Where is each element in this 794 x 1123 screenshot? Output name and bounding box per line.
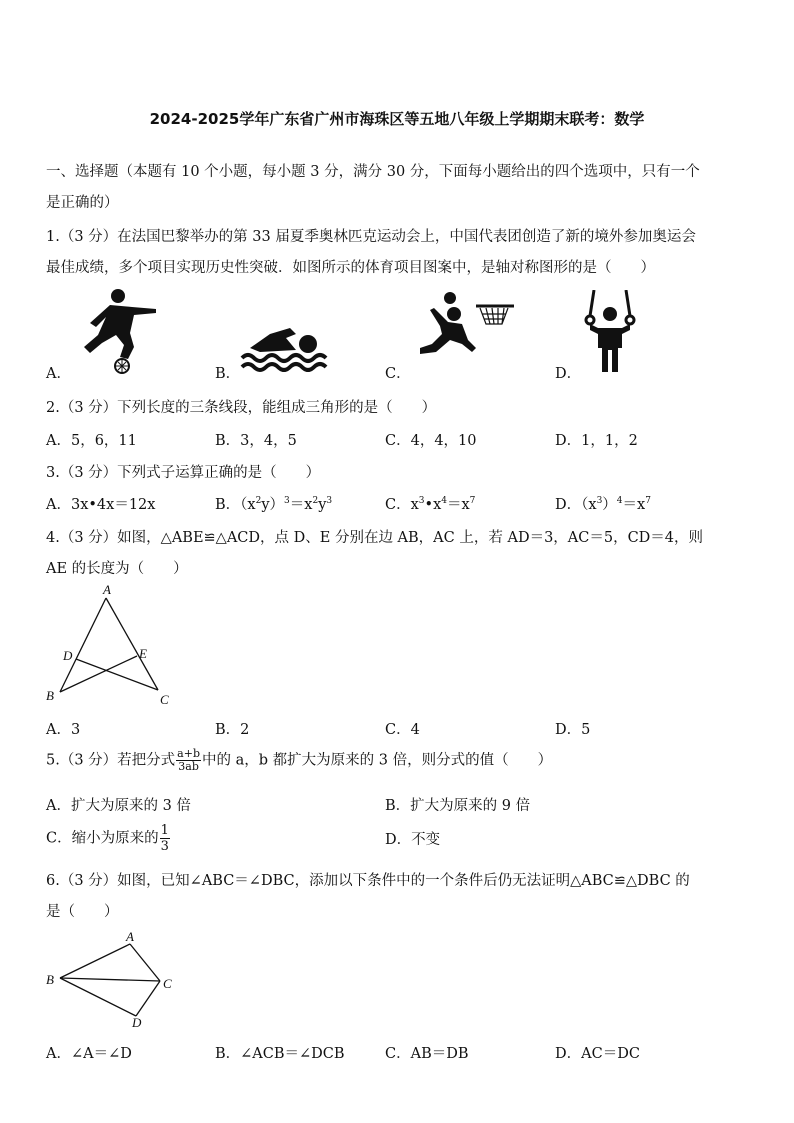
page-title: 2024-2025学年广东省广州市海珠区等五地八年级上学期期末联考：数学: [149, 110, 645, 128]
soccer-player-icon: [72, 287, 162, 377]
q3-d-post: ＝x: [622, 497, 646, 513]
q4-label-e: E: [139, 646, 147, 661]
q3-b-mid3: y: [318, 497, 327, 513]
q3-d-mid: ）: [602, 497, 617, 513]
q3-option-b: [215, 493, 332, 514]
q1-stem-line1: 1.（3 分）在法国巴黎举办的第 33 届夏季奥林匹克运动会上，中国代表团创造了新的境外参加奥运会: [46, 229, 696, 245]
q2-option-b: B．3，4，5: [215, 433, 297, 449]
q5-option-d: D．不变: [385, 832, 441, 848]
q5-option-c: [46, 823, 171, 854]
q2-option-c: C．4，4，10: [385, 433, 477, 449]
q3-c-exp-7: 7: [469, 496, 476, 507]
q3-b-exp-2: 2: [255, 496, 262, 507]
q6-stem-line2: 是（ ）: [46, 904, 119, 920]
q5-option-a: A．扩大为原来的 3 倍: [46, 798, 191, 814]
rings-gymnast-icon: [580, 290, 640, 374]
q3-option-c: [385, 493, 475, 514]
q2-stem: 2.（3 分）下列长度的三条线段，能组成三角形的是（ ）: [46, 400, 437, 416]
q6-option-a: A．∠A＝∠D: [46, 1046, 132, 1062]
q3-d-exp-4: 4: [616, 496, 623, 507]
q3-b-mid1: y）: [261, 497, 285, 513]
q1-option-d: D．: [555, 366, 582, 382]
q5-option-c-pre: C．缩小为原来的: [46, 830, 159, 847]
basketball-player-icon: [410, 290, 520, 368]
q4-label-d: D: [63, 648, 73, 663]
q6-stem-line1: 6.（3 分）如图，已知∠ABC＝∠DBC，添加以下条件中的一个条件后仍无法证明△ABC≌△DBC 的: [46, 873, 690, 889]
q3-option-a: A．3x•4x＝12x: [46, 497, 156, 513]
q1-stem-line2: 最佳成绩，多个项目实现历史性突破．如图所示的体育项目图案中，是轴对称图形的是（ ）: [46, 260, 655, 276]
q4-option-d: D．5: [555, 722, 591, 738]
q4-label-c: C: [160, 692, 169, 707]
q3-c-post: ＝x: [446, 497, 470, 513]
q4-label-b: B: [46, 688, 54, 703]
q5-option-c-fraction: [160, 823, 170, 854]
q6-label-b: B: [46, 972, 54, 987]
swimmer-icon: [240, 320, 330, 372]
q3-b-pre: B．（x: [215, 497, 256, 513]
q3-b-exp-3b: 3: [326, 496, 333, 507]
q1-option-b: B．: [215, 366, 241, 382]
q3-option-d: [555, 493, 651, 514]
q6-option-b: B．∠ACB＝∠DCB: [215, 1046, 345, 1062]
q3-c-exp-3: 3: [418, 496, 425, 507]
q4-stem-line1: 4.（3 分）如图，△ABE≌△ACD，点 D、E 分别在边 AB，AC 上，若 AD＝3，AC＝5，CD＝4，则: [46, 530, 704, 546]
q4-label-a: A: [103, 582, 111, 597]
q3-d-exp-7: 7: [645, 496, 651, 507]
section-instructions-line2: 是正确的）: [46, 195, 119, 211]
q4-triangle-figure: [40, 582, 180, 710]
q3-stem: 3.（3 分）下列式子运算正确的是（ ）: [46, 465, 321, 481]
q5-stem-post: 中的 a，b 都扩大为原来的 3 倍，则分式的值（ ）: [202, 752, 553, 769]
q3-c-exp-4: 4: [441, 496, 447, 507]
section-instructions-line1: 一、选择题（本题有 10 个小题，每小题 3 分，满分 30 分，下面每小题给出的四个选项中，只有一个: [46, 164, 700, 180]
q3-d-pre: D．（x: [555, 497, 597, 513]
q3-c-mid: •x: [424, 497, 442, 513]
q3-b-mid2: ＝x: [289, 497, 313, 513]
q3-b-exp-2b: 2: [312, 496, 319, 507]
q6-label-d: D: [132, 1015, 142, 1030]
q5-fraction: [176, 748, 201, 773]
q5-c-den: 3: [160, 839, 169, 854]
q4-stem-line2: AE 的长度为（ ）: [46, 561, 188, 577]
q5-option-b: B．扩大为原来的 9 倍: [385, 798, 531, 814]
q4-option-b: B．2: [215, 722, 250, 738]
q6-label-c: C: [163, 976, 172, 991]
q6-label-a: A: [126, 929, 134, 944]
q2-option-d: D．1，1，2: [555, 433, 638, 449]
q1-option-c: C．: [385, 366, 411, 382]
q3-c-pre: C．x: [385, 497, 419, 513]
q6-option-d: D．AC＝DC: [555, 1046, 640, 1062]
q4-option-c: C．4: [385, 722, 420, 738]
q2-option-a: A．5，6，11: [46, 433, 137, 449]
q5-stem: [46, 748, 552, 773]
q3-d-exp-3: 3: [596, 496, 603, 507]
q3-b-exp-3: 3: [284, 496, 290, 507]
q1-option-a: A．: [46, 366, 71, 382]
q4-option-a: A．3: [46, 722, 81, 738]
q5-stem-pre: 5.（3 分）若把分式: [46, 752, 176, 769]
q5-frac-den: 3ab: [178, 760, 199, 773]
q5-frac-num: a+b: [177, 747, 200, 760]
q5-c-num: 1: [160, 823, 169, 838]
q6-option-c: C．AB＝DB: [385, 1046, 469, 1062]
